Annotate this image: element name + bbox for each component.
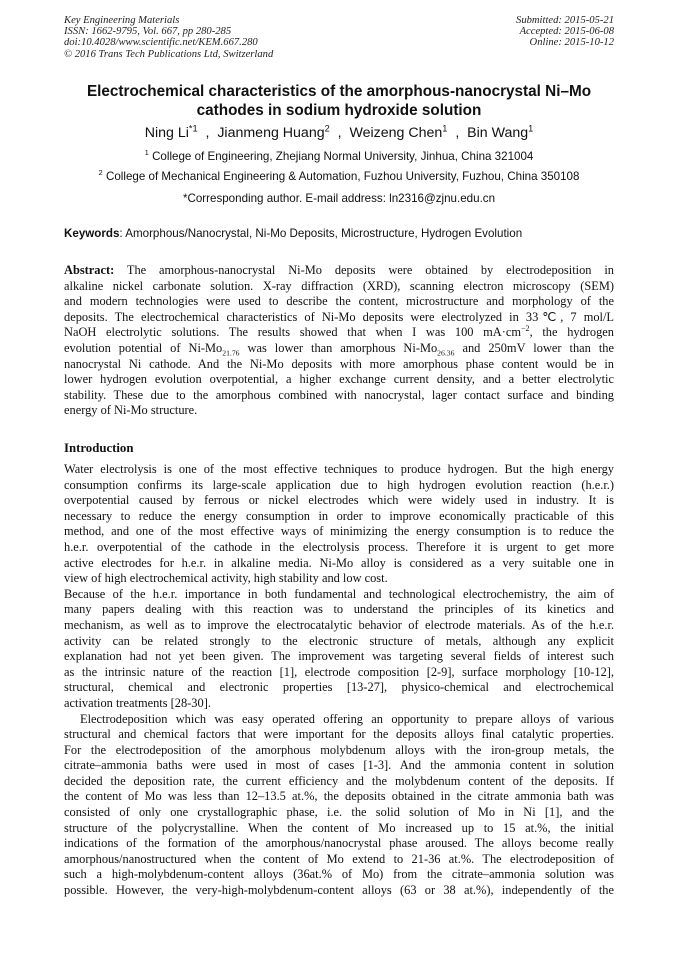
- abstract-line: energy of Ni-Mo structure.: [64, 403, 198, 418]
- affiliation-2: [30, 170, 648, 183]
- introduction-body: [64, 462, 614, 899]
- author-mark: *1: [188, 123, 198, 134]
- intro-line: amorphous/nanostructured when the content of Mo extend to 21-36 at.%. The electrodeposition of: [64, 851, 614, 866]
- author-name: Ning Li: [144, 125, 189, 141]
- unit-exponent: −2: [521, 325, 530, 334]
- keywords-label: Keywords: [64, 227, 120, 240]
- abstract-line: Abstract: The amorphous-nanocrystal Ni-Mo deposits were obtained by electrodeposition in: [64, 263, 614, 277]
- intro-line: Because of the h.e.r. importance in both fundamental and technological electrochemistry, the aim of: [64, 586, 614, 601]
- author-mark: 1: [528, 123, 534, 134]
- abstract-line: and modern technologies were used to describe the content, microstructure and morphology of the: [64, 294, 614, 309]
- journal-issn: ISSN: 1662-9795, Vol. 667, pp 280-285: [64, 26, 232, 38]
- author-name: Weizeng Chen: [349, 125, 443, 141]
- intro-line: Electrodeposition which was easy operated offering an opportunity to prepare alloys of various: [80, 711, 614, 726]
- affiliation-1: [30, 150, 648, 163]
- abstract-line: stability. These due to the amorphous combined with nanocrystal, lager contact surface and binding: [64, 387, 614, 402]
- intro-line: consumption confirms its large-scale application due to high hydrogen evolution reaction (h.e.r.): [64, 477, 614, 492]
- intro-line: activation treatments [28-30].: [64, 695, 211, 710]
- abstract-line: lower hydrogen evolution overpotential, a higher exchange current density, and a better electrolytic: [64, 372, 614, 387]
- abstract-line: NaOH electrolytic solutions. The results showed that when I was 100 $mA\cdot cm^{-2}$, the hydrogen: [64, 325, 614, 340]
- composition-subscript: 21.76: [222, 348, 240, 357]
- intro-line: h.e.r. overpotential of the cathode in the electrolysis process. Therefore it is urgent to get more: [64, 539, 614, 554]
- author-name: Jianmeng Huang: [217, 125, 325, 141]
- affiliation-text: College of Mechanical Engineering & Automation, Fuzhou University, Fuzhou, China 350108: [105, 170, 580, 183]
- intro-line: overpotential caused by ferrous or nickel electrodes which were widely used in industry. It is: [64, 493, 614, 508]
- publication-dates: [516, 15, 614, 49]
- affiliation-mark: 2: [98, 168, 103, 178]
- abstract: [64, 263, 614, 419]
- intro-line: activity can be related strongly to the electronic structure of metals, although any explicit: [64, 633, 614, 648]
- corresponding-author: *Corresponding author. E-mail address: ln2316@zjnu.edu.cn: [182, 192, 496, 205]
- intro-line: indications of the formation of the amorphous/nanocrystal phase aroused. The alloys become really: [64, 836, 614, 851]
- journal-name: Key Engineering Materials: [64, 15, 180, 26]
- abstract-line: alkaline nickel carbonate solution. X-ray diffraction (XRD), scanning electron microscopy (SEM): [64, 278, 614, 293]
- paper-title-line: cathodes in sodium hydroxide solution: [196, 102, 482, 119]
- intro-line: mechanism, as well as to improve the electrocatalytic behavior of electrode materials. As of the h.e.r.: [64, 617, 614, 632]
- author-mark: 2: [324, 123, 330, 134]
- keywords-text: : Amorphous/Nanocrystal, Ni-Mo Deposits, Microstructure, Hydrogen Evolution: [119, 227, 523, 240]
- intro-line: structure of the polycrystalline. When the content of Mo increased up to 15 at.%, the initial: [64, 820, 614, 835]
- intro-line: Water electrolysis is one of the most effective techniques to produce hydrogen. But the high energy: [64, 462, 614, 476]
- paper-title-line: Electrochemical characteristics of the amorphous-nanocrystal Ni–Mo: [86, 83, 592, 100]
- abstract-line: deposits. The electrochemical characteristics of Ni-Mo deposits were electrolyzed in 33℃, 7 mol/L: [64, 309, 614, 324]
- author-name: Bin Wang: [467, 125, 529, 141]
- intro-line: many papers dealing with this reaction was to understand the principles of its kinetics and: [64, 602, 614, 617]
- intro-line: citrate–ammonia baths were used in most of cases [1-3]. And the ammonia content in solution: [64, 758, 614, 773]
- intro-line: as the intrinsic nature of the reaction [1], electrode composition [2-9], surface morphology [10-12],: [64, 664, 614, 679]
- abstract-line: nanocrystal Ni cathode. And the Ni-Mo deposits with more amorphous phase content would be in: [64, 356, 614, 371]
- journal-info: [64, 15, 273, 60]
- intro-line: active electrodes for h.e.r. in alkaline media. Ni-Mo alloy is considered as a very suitable one in: [64, 555, 614, 570]
- author-separator: ,: [333, 125, 346, 141]
- abstract-line: evolution potential of $Ni-Mo_{21.76}$ was lower than amorphous $Ni-Mo_{26.36}$ and 250mV lower than the: [64, 340, 614, 357]
- author-mark: 1: [442, 123, 448, 134]
- intro-line: structural and chemical factors that were important for the deposits alloys final catalytic properties.: [64, 727, 614, 742]
- affiliation-mark: 1: [144, 148, 149, 158]
- intro-line: consisted of only one crystallographic phase, i.e. the solid solution of Mo in Ni [1], and the: [64, 805, 614, 820]
- intro-line: such a high-molybdenum-content alloys (36at.% of Mo) from the citrate–ammonia solution was: [64, 867, 614, 882]
- composition-subscript: 26.36: [437, 348, 455, 357]
- affiliation-text: College of Engineering, Zhejiang Normal University, Jinhua, China 321004: [152, 150, 534, 163]
- abstract-label: Abstract:: [64, 263, 115, 277]
- paper-title: [60, 82, 618, 120]
- author-list: [40, 125, 638, 141]
- intro-line: possible. However, the very-high-molybdenum-content alloys (63 or 38 at.%), independently of the: [64, 883, 614, 898]
- journal-copyright: © 2016 Trans Tech Publications Ltd, Switzerland: [64, 48, 274, 60]
- section-heading: Introduction: [64, 441, 134, 455]
- date-submitted: Submitted: 2015-05-21: [516, 15, 614, 26]
- author-separator: ,: [451, 125, 464, 141]
- date-accepted: Accepted: 2015-06-08: [519, 26, 614, 38]
- intro-line: For the electrodeposition of the amorphous molybdenum alloys with the iron-group metals, the: [64, 742, 614, 757]
- intro-line: decided the deposition rate, the current efficiency and the molybdenum content of the deposits. If: [64, 773, 614, 788]
- author-separator: ,: [201, 125, 214, 141]
- intro-line: view of high electrochemical activity, high stability and low cost.: [64, 571, 388, 586]
- intro-line: the content of Mo was less than 12–13.5 at.%, the deposits obtained in the citrate ammonia bath was: [64, 789, 614, 804]
- date-online: Online: 2015-10-12: [529, 37, 614, 49]
- journal-doi: doi:10.4028/www.scientific.net/KEM.667.280: [64, 37, 258, 49]
- intro-line: method, and one of the most effective ways of minimizing the energy consumption is to reduce the: [64, 524, 614, 539]
- keywords: [64, 227, 624, 240]
- intro-line: structural, chemical and electronic properties [13-27], physico-chemical and electrochemical: [64, 680, 614, 695]
- intro-line: necessary to reduce the energy consumption in order to improve economically practicable of this: [64, 508, 614, 523]
- intro-line: explanation had not yet been given. The improvement was targeting several fields of interest such: [64, 649, 614, 664]
